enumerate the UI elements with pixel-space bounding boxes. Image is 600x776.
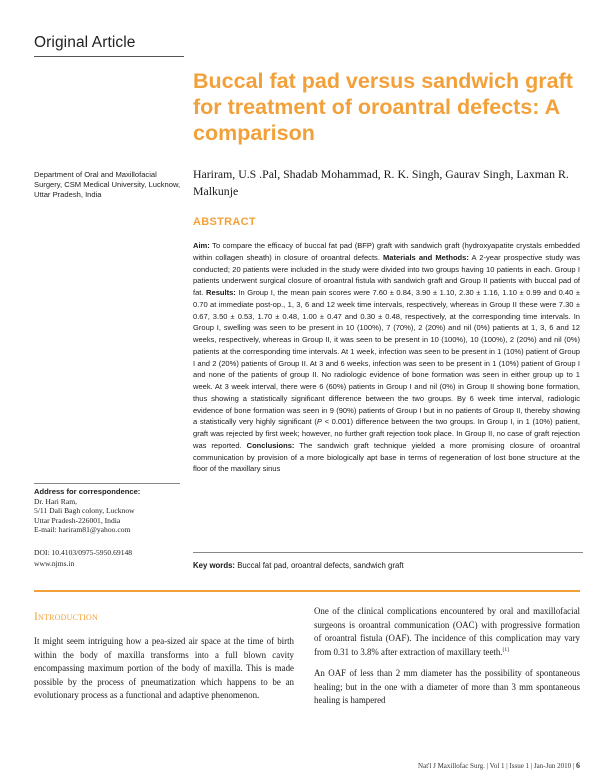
results-text: In Group I, the mean pain scores were 7.60 ± 0.84, 3.90 ± 1.10, 2.30 ± 1.16, 1.10 ± 0.99 and 0.40 ± 0.70 at immediate post-op., 1, 3, 6 and 12 week time intervals, respectively, whereas in Group II these were 7.30 ± 0.67, 3.50 ± 0.53, 1.70 ± 0.48, 1.00 ± 0.47 and 0.30 ± 0.48, respectively, at the corresponding time intervals. In Group I, swelling was seen to be present in 10 (100%), 7 (70%), 2 (20%) and nil (0%) patients at 1, 3, 6 and 12 weeks, respectively, whereas in Group II, it was seen to be present in 10 (100%), 10 (100%), 2 (20%) and nil (0%) patients at the corresponding time intervals. At 1 week, infection was seen to be present in 1 (10%) patient of Group I and 2 (20%) patients of Group II. At 3 and 6 weeks, infection was seen to be present in 1 (10%) patient of Group I and none of the patients of group II. No radiologic evidence of bone formation was seen in either group up to 1 week. At 3 week interval, there were 6 (60%) patients in Group I and nil (0%) in Group II showing bone formation, thus showing a statistically significant difference between the two groups. By 6 week time interval, radiologic evidence of bone formation was seen in 9 (90%) patients of Group I but in no patients of Group II, thereby showing a statistically very highly significant ( (193, 288, 580, 427)
methods-text: A 2-year prospective study was conducted; 20 patients were included in the study were divided into two groups having 10 patients in each. Group I patients underwent surgical closure of oroantral fistula with sandwich graft and Group II patients with buccal pad of fat. (193, 252, 580, 297)
affiliation: Department of Oral and Maxillofacial Surgery, CSM Medical University, Lucknow, Uttar Pradesh, India (34, 170, 181, 199)
body-column-right (314, 605, 580, 716)
p-value-symbol: P (316, 417, 322, 427)
section-rule (34, 56, 184, 57)
conclusions-label: Conclusions: (246, 440, 295, 450)
author-list: Hariram, U.S .Pal, Shadab Mohammad, R. K. Singh, Gaurav Singh, Laxman R. Malkunje (193, 167, 569, 198)
introduction-heading: Introduction (34, 611, 99, 623)
intro-paragraph-3: An OAF of less than 2 mm diameter has the possibility of spontaneous healing; but in the one with a diameter of more than 3 mm spontaneous healing is hampered (314, 668, 580, 705)
article-title: Buccal fat pad versus sandwich graft for treatment of oroantral defects: A comparison (193, 69, 573, 145)
results-label: Results: (206, 288, 236, 297)
abstract-heading: ABSTRACT (193, 216, 256, 228)
page-number: 6 (576, 761, 580, 770)
intro-paragraph-2 (314, 605, 580, 659)
section-divider (34, 590, 580, 592)
citation-ref: [1] (502, 646, 509, 653)
website-link[interactable]: www.njms.in (34, 559, 75, 568)
aim-text: To compare the efficacy of buccal fat pad (BFP) graft with sandwich graft (hydroxyapatite crystals embedded within collagen sheath) in closure of oroantral defects. (193, 241, 580, 262)
results-tail-text: < 0.001) difference between the two groups. In Group I, in 1 (10%) patient, graft was rejected by first week; however, no further graft rejection took place. In Group II, no case of graft rejection was reported. (193, 417, 580, 450)
correspondence-email: E-mail: hariram81@yahoo.com (34, 525, 131, 535)
aim-label: Aim: (193, 241, 210, 250)
keywords-rule (193, 552, 583, 553)
intro-paragraph-2-text: One of the clinical complications encountered by oral and maxillofacial surgeons is oroantral communication (OAC) with progressive formation of oroantral fistula (OAF). The incidence of this complication may vary from 0.31 to 3.8% after extraction of maxillary teeth. (314, 606, 580, 657)
correspondence-name: Dr. Hari Ram, (34, 496, 78, 506)
doi: DOI: 10.4103/0975-5950.69148 (34, 548, 133, 557)
keywords-label: Key words: (193, 561, 236, 570)
journal-citation: Nat'l J Maxillofac Surg. | Vol 1 | Issue 1 | Jan-Jun 2010 | (418, 762, 575, 770)
methods-label: Materials and Methods: (383, 252, 469, 262)
keywords (193, 561, 583, 570)
doi-block (34, 547, 184, 569)
correspondence-block (34, 487, 184, 535)
correspondence-label: Address for correspondence: (34, 487, 141, 496)
correspondence-address-1: 5/11 Dali Bagh colony, Lucknow (34, 506, 135, 516)
correspondence-rule (34, 483, 180, 484)
abstract-body (193, 240, 580, 475)
intro-paragraph-1: It might seem intriguing how a pea-sized air space at the time of birth within the body of maxilla transforms into a full blown cavity encompassing maximum portion of the body of maxilla. This is made possible by the process of pneumatization which happens to be an evolutionary process as a functional and adaptive phenomenon. (34, 636, 294, 700)
keywords-text: Buccal fat pad, oroantral defects, sandwich graft (235, 561, 404, 570)
section-label: Original Article (34, 34, 136, 51)
conclusions-text: The sandwich graft technique yielded a more promising closure of oroantral communication by provision of a more biologically apt base in terms of regeneration of lost bone structure at the floor of the maxillary sinus (193, 440, 580, 474)
correspondence-address-2: Uttar Pradesh-226001, India (34, 515, 121, 525)
body-column-left (34, 635, 294, 711)
page-footer (350, 761, 580, 770)
